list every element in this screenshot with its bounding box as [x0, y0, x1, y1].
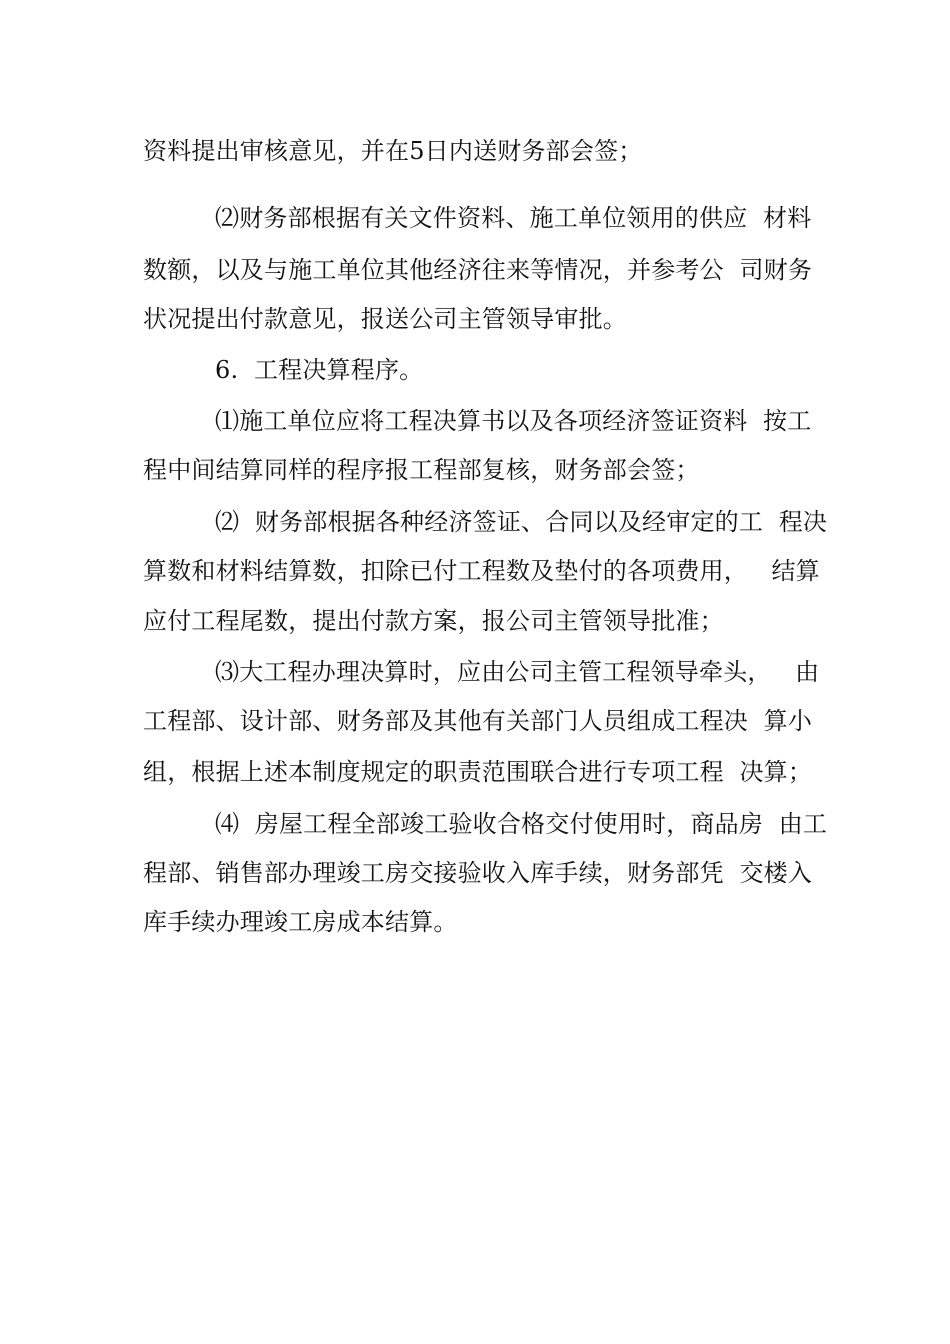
- text-line: ⑷ 房屋工程全部竣工验收合格交付使用时，商品房 由工: [215, 810, 828, 838]
- text-line: 库手续办理竣工房成本结算。: [143, 908, 458, 936]
- text-line: ⑵ 财务部根据各种经济签证、合同以及经审定的工 程决: [215, 508, 828, 536]
- text-line: 6. 工程决算程序。: [215, 356, 424, 384]
- text-line: 组，根据上述本制度规定的职责范围联合进行专项工程 决算；: [143, 758, 813, 786]
- text-line: ⑶大工程办理决算时，应由公司主管工程领导牵头， 由: [215, 658, 820, 686]
- text-line: ⑴施工单位应将工程决算书以及各项经济签证资料 按工: [215, 407, 812, 435]
- text-line: 算数和材料结算数，扣除已付工程数及垫付的各项费用， 结算: [143, 557, 820, 585]
- text-line: 数额，以及与施工单位其他经济往来等情况，并参考公 司财务: [143, 256, 813, 284]
- text-line: 程中间结算同样的程序报工程部复核，财务部会签；: [143, 456, 700, 484]
- text-line: 程部、销售部办理竣工房交接验收入库手续，财务部凭 交楼入: [143, 859, 813, 887]
- text-line: ⑵财务部根据有关文件资料、施工单位领用的供应 材料: [215, 204, 812, 232]
- text-line: 应付工程尾数，提出付款方案，报公司主管领导批准；: [143, 607, 724, 635]
- text-line: 状况提出付款意见，报送公司主管领导审批。: [143, 305, 627, 333]
- text-line: 工程部、设计部、财务部及其他有关部门人员组成工程决 算小: [143, 707, 813, 735]
- text-line: 资料提出审核意见，并在5日内送财务部会签；: [143, 137, 643, 165]
